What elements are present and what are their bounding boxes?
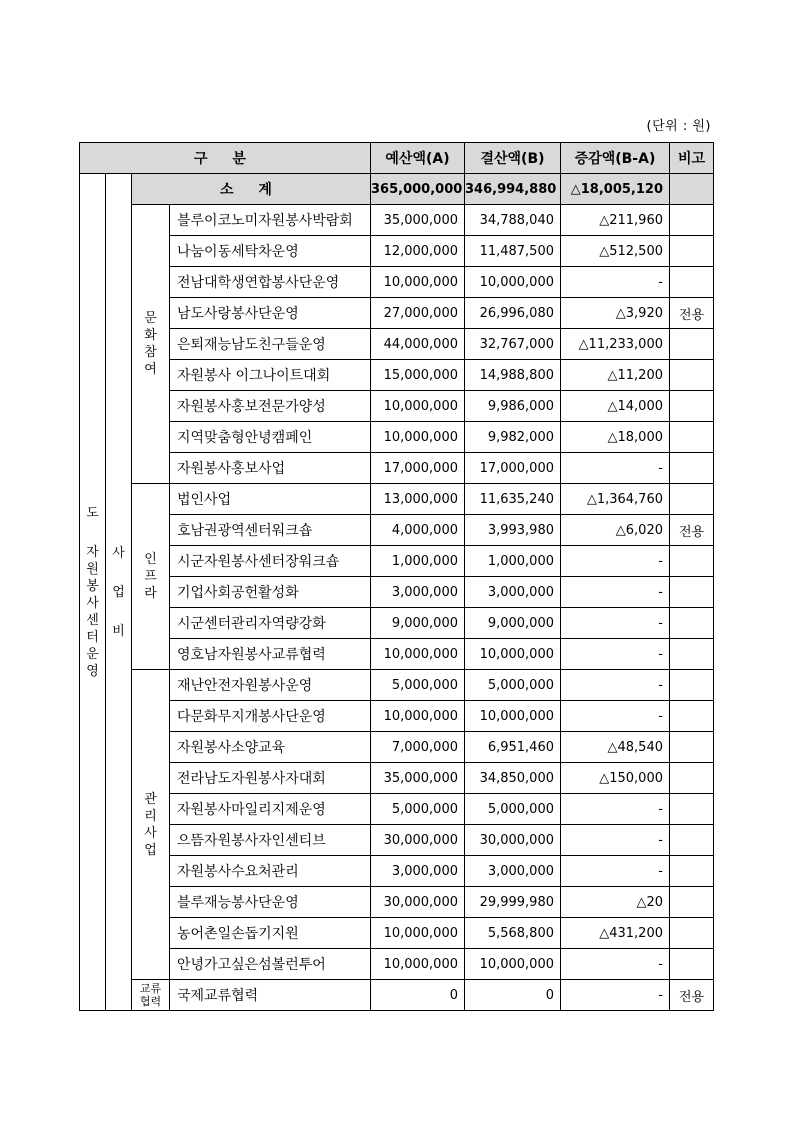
actual-value: 10,000,000 [465, 949, 561, 980]
note-value [670, 639, 714, 670]
budget-value: 7,000,000 [371, 732, 465, 763]
diff-value: △3,920 [561, 298, 670, 329]
budget-value: 35,000,000 [371, 205, 465, 236]
note-value [670, 701, 714, 732]
diff-value: △512,500 [561, 236, 670, 267]
budget-value: 10,000,000 [371, 701, 465, 732]
group-label: 문화참여 [132, 205, 170, 484]
budget-value: 17,000,000 [371, 453, 465, 484]
diff-value: - [561, 856, 670, 887]
diff-value: △20 [561, 887, 670, 918]
header-note: 비고 [670, 143, 714, 174]
diff-value: - [561, 794, 670, 825]
note-value [670, 484, 714, 515]
header-actual: 결산액(B) [465, 143, 561, 174]
item-name: 기업사회공헌활성화 [170, 577, 371, 608]
budget-value: 0 [371, 980, 465, 1011]
budget-settlement-table [79, 142, 714, 1011]
item-name: 영호남자원봉사교류협력 [170, 639, 371, 670]
item-name: 자원봉사 이그나이트대회 [170, 360, 371, 391]
subtotal-diff: △18,005,120 [561, 174, 670, 205]
note-value [670, 236, 714, 267]
table-row [80, 763, 714, 794]
item-name: 농어촌일손돕기지원 [170, 918, 371, 949]
item-name: 지역맞춤형안녕캠페인 [170, 422, 371, 453]
table-row [80, 360, 714, 391]
table-row [80, 670, 714, 701]
budget-value: 10,000,000 [371, 422, 465, 453]
item-name: 자원봉사소양교육 [170, 732, 371, 763]
diff-value: - [561, 670, 670, 701]
item-name: 나눔이동세탁차운영 [170, 236, 371, 267]
actual-value: 0 [465, 980, 561, 1011]
budget-value: 10,000,000 [371, 267, 465, 298]
table-row [80, 856, 714, 887]
group-label: 인프라 [132, 484, 170, 670]
subtotal-budget: 365,000,000 [371, 174, 465, 205]
diff-value: - [561, 608, 670, 639]
group-label: 관리사업 [132, 670, 170, 980]
subtotal-actual: 346,994,880 [465, 174, 561, 205]
table-row [80, 608, 714, 639]
budget-value: 9,000,000 [371, 608, 465, 639]
table-row [80, 484, 714, 515]
table-row [80, 391, 714, 422]
diff-value: - [561, 639, 670, 670]
item-name: 블루재능봉사단운영 [170, 887, 371, 918]
actual-value: 11,487,500 [465, 236, 561, 267]
table-row [80, 887, 714, 918]
actual-value: 10,000,000 [465, 639, 561, 670]
note-value [670, 329, 714, 360]
note-value [670, 949, 714, 980]
item-name: 자원봉사수요처관리 [170, 856, 371, 887]
table-row [80, 732, 714, 763]
table-row [80, 639, 714, 670]
header-diff: 증감액(B-A) [561, 143, 670, 174]
budget-value: 12,000,000 [371, 236, 465, 267]
table-row [80, 298, 714, 329]
subtotal-label: 소 계 [132, 174, 371, 205]
actual-value: 30,000,000 [465, 825, 561, 856]
diff-value: - [561, 949, 670, 980]
item-name: 시군자원봉사센터장워크숍 [170, 546, 371, 577]
table-row [80, 515, 714, 546]
budget-value: 35,000,000 [371, 763, 465, 794]
note-value [670, 608, 714, 639]
table-row [80, 918, 714, 949]
note-value [670, 825, 714, 856]
budget-value: 44,000,000 [371, 329, 465, 360]
diff-value: - [561, 825, 670, 856]
budget-value: 10,000,000 [371, 639, 465, 670]
budget-value: 1,000,000 [371, 546, 465, 577]
item-name: 다문화무지개봉사단운영 [170, 701, 371, 732]
table-row [80, 267, 714, 298]
note-value [670, 422, 714, 453]
note-value [670, 546, 714, 577]
note-value [670, 267, 714, 298]
budget-value: 27,000,000 [371, 298, 465, 329]
actual-value: 3,000,000 [465, 856, 561, 887]
note-value [670, 205, 714, 236]
item-name: 전라남도자원봉사자대회 [170, 763, 371, 794]
actual-value: 1,000,000 [465, 546, 561, 577]
budget-value: 13,000,000 [371, 484, 465, 515]
table-row [80, 825, 714, 856]
item-name: 으뜸자원봉사자인센티브 [170, 825, 371, 856]
item-name: 재난안전자원봉사운영 [170, 670, 371, 701]
item-name: 자원봉사홍보전문가양성 [170, 391, 371, 422]
diff-value: △14,000 [561, 391, 670, 422]
note-value [670, 577, 714, 608]
item-name: 법인사업 [170, 484, 371, 515]
table-row [80, 546, 714, 577]
item-name: 시군센터관리자역량강화 [170, 608, 371, 639]
actual-value: 26,996,080 [465, 298, 561, 329]
note-value: 전용 [670, 980, 714, 1011]
header-row [80, 143, 714, 174]
table-row [80, 205, 714, 236]
actual-value: 34,788,040 [465, 205, 561, 236]
group-label: 교류협력 [132, 980, 170, 1011]
actual-value: 10,000,000 [465, 701, 561, 732]
actual-value: 6,951,460 [465, 732, 561, 763]
actual-value: 5,000,000 [465, 670, 561, 701]
diff-value: - [561, 980, 670, 1011]
diff-value: △150,000 [561, 763, 670, 794]
subtotal-row [80, 174, 714, 205]
item-name: 안녕가고싶은섬볼런투어 [170, 949, 371, 980]
diff-value: - [561, 577, 670, 608]
item-name: 자원봉사마일리지제운영 [170, 794, 371, 825]
item-name: 전남대학생연합봉사단운영 [170, 267, 371, 298]
note-value [670, 453, 714, 484]
budget-value: 4,000,000 [371, 515, 465, 546]
diff-value: - [561, 453, 670, 484]
budget-value: 5,000,000 [371, 794, 465, 825]
table-row [80, 453, 714, 484]
note-value [670, 732, 714, 763]
diff-value: △431,200 [561, 918, 670, 949]
table-row [80, 236, 714, 267]
budget-value: 10,000,000 [371, 949, 465, 980]
diff-value: - [561, 701, 670, 732]
actual-value: 11,635,240 [465, 484, 561, 515]
note-value [670, 794, 714, 825]
note-value: 전용 [670, 515, 714, 546]
note-value [670, 918, 714, 949]
note-value [670, 763, 714, 794]
table-row [80, 422, 714, 453]
actual-value: 9,000,000 [465, 608, 561, 639]
actual-value: 17,000,000 [465, 453, 561, 484]
budget-value: 30,000,000 [371, 887, 465, 918]
actual-value: 3,000,000 [465, 577, 561, 608]
item-name: 자원봉사홍보사업 [170, 453, 371, 484]
actual-value: 5,000,000 [465, 794, 561, 825]
diff-value: △11,200 [561, 360, 670, 391]
budget-value: 5,000,000 [371, 670, 465, 701]
table-row [80, 980, 714, 1011]
table-row [80, 949, 714, 980]
budget-value: 3,000,000 [371, 856, 465, 887]
biz-label: 사업비 [106, 174, 132, 1011]
note-value [670, 887, 714, 918]
item-name: 호남권광역센터워크숍 [170, 515, 371, 546]
diff-value: △11,233,000 [561, 329, 670, 360]
actual-value: 10,000,000 [465, 267, 561, 298]
header-category: 구 분 [80, 143, 371, 174]
diff-value: - [561, 546, 670, 577]
actual-value: 29,999,980 [465, 887, 561, 918]
note-value: 전용 [670, 298, 714, 329]
budget-value: 3,000,000 [371, 577, 465, 608]
note-value [670, 360, 714, 391]
header-budget: 예산액(A) [371, 143, 465, 174]
note-value [670, 856, 714, 887]
budget-value: 15,000,000 [371, 360, 465, 391]
table-row [80, 329, 714, 360]
org-label: 도자원봉사센터운영 [80, 174, 106, 1011]
item-name: 은퇴재능남도친구들운영 [170, 329, 371, 360]
table-row [80, 701, 714, 732]
actual-value: 9,986,000 [465, 391, 561, 422]
actual-value: 3,993,980 [465, 515, 561, 546]
table-row [80, 577, 714, 608]
note-value [670, 670, 714, 701]
item-name: 남도사랑봉사단운영 [170, 298, 371, 329]
diff-value: △48,540 [561, 732, 670, 763]
budget-value: 10,000,000 [371, 918, 465, 949]
actual-value: 32,767,000 [465, 329, 561, 360]
diff-value: △1,364,760 [561, 484, 670, 515]
note-value [670, 391, 714, 422]
table-row [80, 794, 714, 825]
actual-value: 14,988,800 [465, 360, 561, 391]
budget-value: 30,000,000 [371, 825, 465, 856]
unit-label: (단위 : 원) [646, 119, 711, 134]
budget-value: 10,000,000 [371, 391, 465, 422]
item-name: 블루이코노미자원봉사박람회 [170, 205, 371, 236]
actual-value: 34,850,000 [465, 763, 561, 794]
diff-value: △211,960 [561, 205, 670, 236]
item-name: 국제교류협력 [170, 980, 371, 1011]
diff-value: △18,000 [561, 422, 670, 453]
actual-value: 9,982,000 [465, 422, 561, 453]
actual-value: 5,568,800 [465, 918, 561, 949]
diff-value: △6,020 [561, 515, 670, 546]
diff-value: - [561, 267, 670, 298]
subtotal-note [670, 174, 714, 205]
